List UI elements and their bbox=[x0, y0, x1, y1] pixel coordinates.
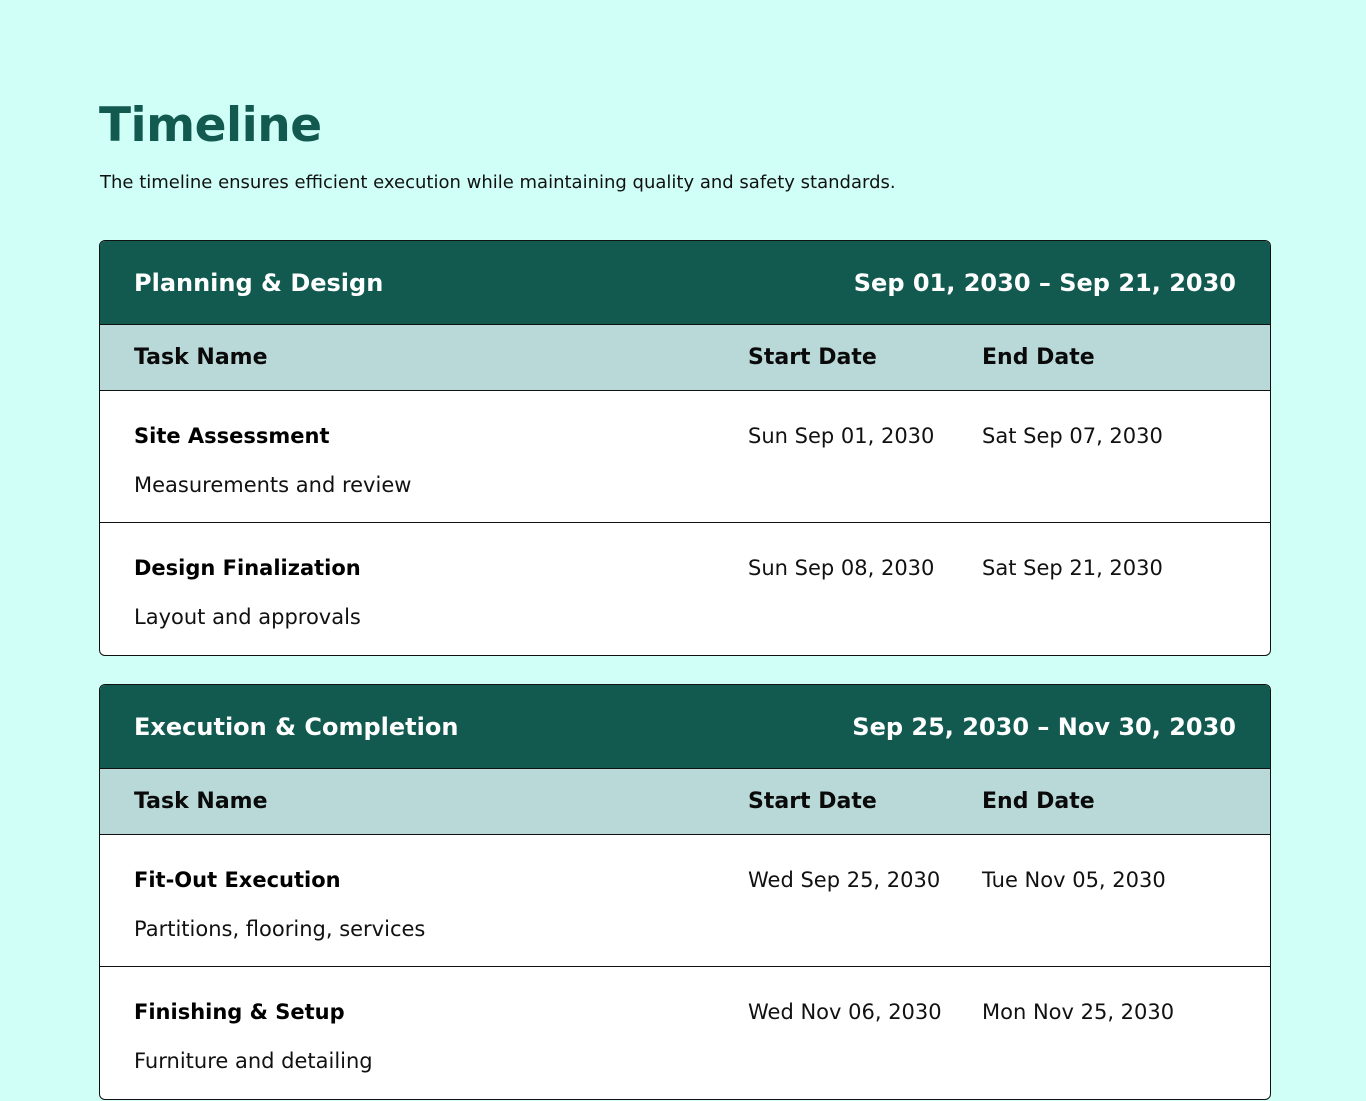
column-header-end-date: End Date bbox=[982, 345, 1095, 370]
task-end-date: Sat Sep 21, 2030 bbox=[982, 556, 1163, 580]
task-cell bbox=[100, 553, 748, 632]
task-start-date: Sun Sep 01, 2030 bbox=[748, 424, 935, 448]
table-header bbox=[100, 325, 1270, 391]
column-header-task-name: Task Name bbox=[134, 345, 268, 370]
task-description: Layout and approvals bbox=[134, 605, 361, 629]
task-end-date: Sat Sep 07, 2030 bbox=[982, 424, 1163, 448]
task-cell bbox=[100, 421, 748, 500]
task-name: Fit-Out Execution bbox=[134, 868, 341, 892]
page-subtitle: The timeline ensures efficient execution while maintaining quality and safety standards. bbox=[100, 172, 896, 193]
phase-card bbox=[99, 240, 1271, 656]
phase-date-range: Sep 25, 2030 – Nov 30, 2030 bbox=[852, 712, 1236, 741]
column-header-end-date: End Date bbox=[982, 789, 1095, 814]
column-header-start-date: Start Date bbox=[748, 345, 877, 370]
phase-header bbox=[100, 685, 1270, 769]
task-name: Finishing & Setup bbox=[134, 1000, 345, 1024]
task-cell bbox=[100, 865, 748, 944]
task-description: Furniture and detailing bbox=[134, 1049, 373, 1073]
task-end-date: Mon Nov 25, 2030 bbox=[982, 1000, 1175, 1024]
task-name: Site Assessment bbox=[134, 424, 330, 448]
table-row bbox=[100, 967, 1270, 1099]
phase-name: Planning & Design bbox=[134, 268, 384, 297]
phase-date-range: Sep 01, 2030 – Sep 21, 2030 bbox=[853, 268, 1236, 297]
timeline-page bbox=[99, 96, 1271, 1100]
task-name: Design Finalization bbox=[134, 556, 361, 580]
table-header bbox=[100, 769, 1270, 835]
task-description: Partitions, flooring, services bbox=[134, 917, 426, 941]
task-end-date: Tue Nov 05, 2030 bbox=[982, 868, 1166, 892]
task-start-date: Sun Sep 08, 2030 bbox=[748, 556, 935, 580]
table-row bbox=[100, 835, 1270, 967]
task-description: Measurements and review bbox=[134, 473, 412, 497]
task-start-date: Wed Nov 06, 2030 bbox=[748, 1000, 942, 1024]
task-cell bbox=[100, 997, 748, 1076]
task-start-date: Wed Sep 25, 2030 bbox=[748, 868, 941, 892]
page-title: Timeline bbox=[99, 98, 322, 153]
phase-name: Execution & Completion bbox=[134, 712, 459, 741]
phase-header bbox=[100, 241, 1270, 325]
phase-card bbox=[99, 684, 1271, 1100]
table-row bbox=[100, 523, 1270, 655]
column-header-task-name: Task Name bbox=[134, 789, 268, 814]
table-row bbox=[100, 391, 1270, 523]
column-header-start-date: Start Date bbox=[748, 789, 877, 814]
